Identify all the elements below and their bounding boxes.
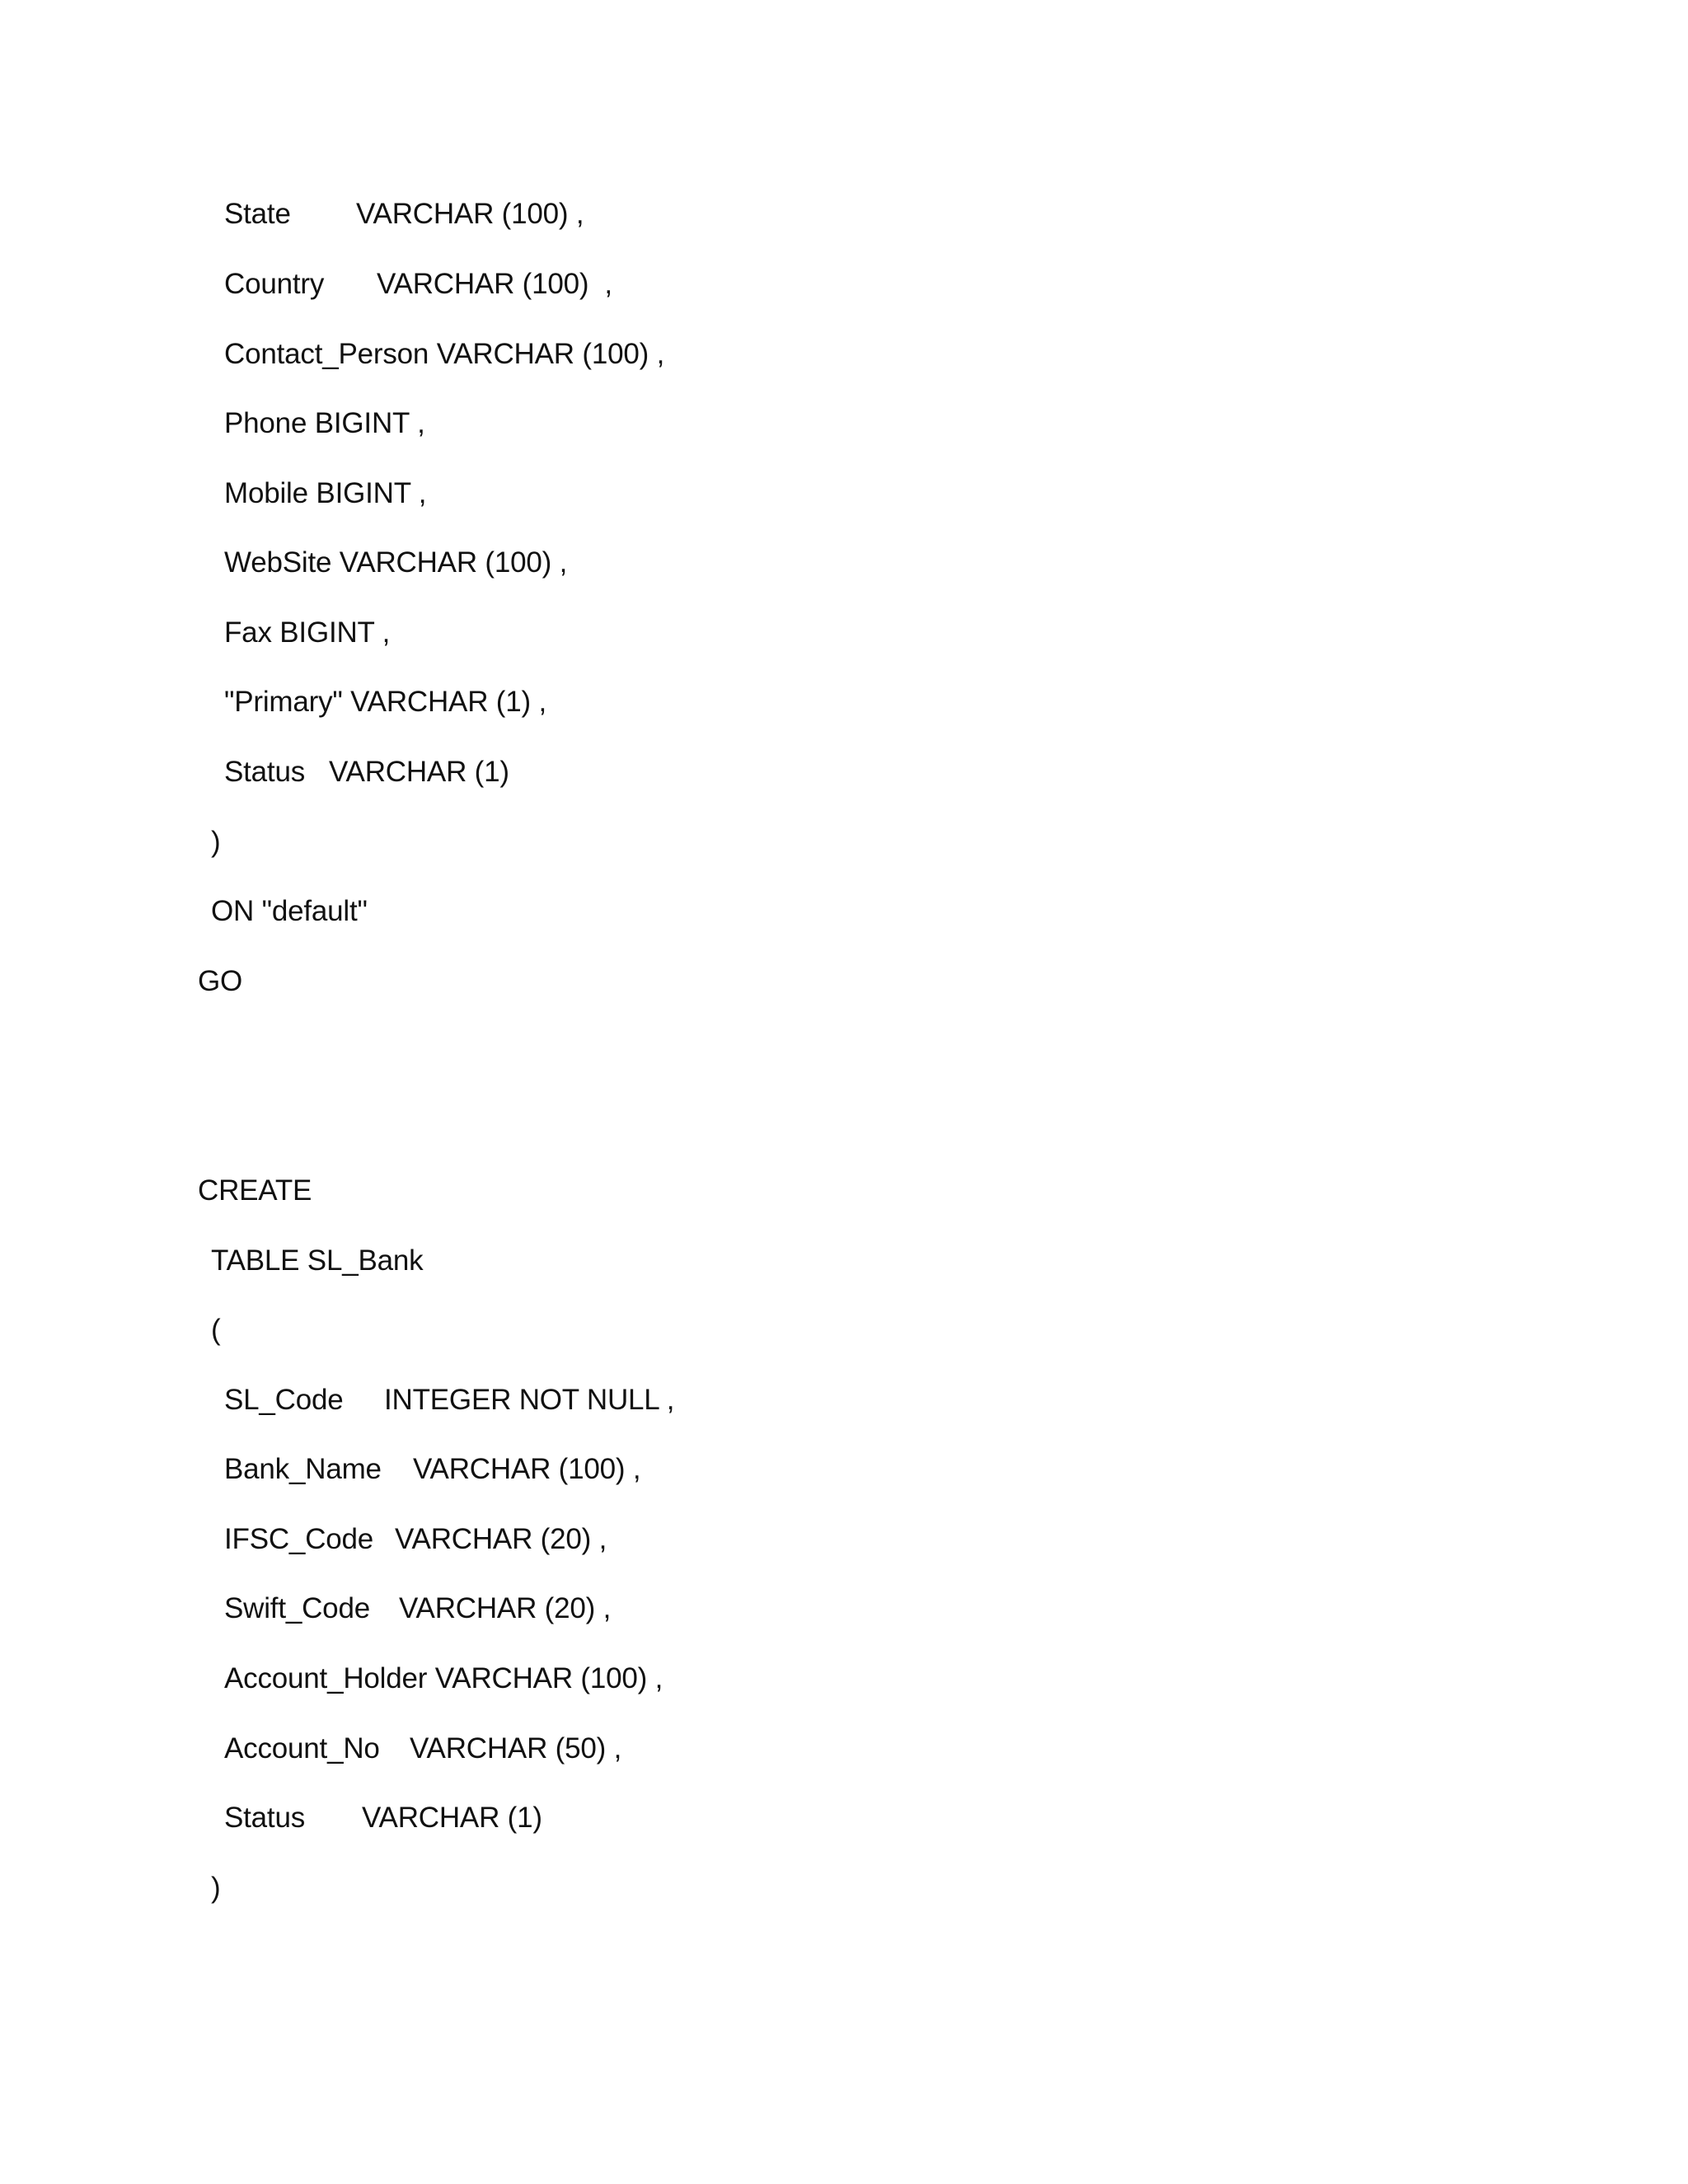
column-name: IFSC_Code	[224, 1523, 374, 1555]
code-line-contact-person: Contact_Person VARCHAR (100) ,	[224, 338, 665, 370]
code-line-close-paren: )	[211, 826, 221, 858]
code-line-go: GO	[198, 965, 243, 997]
column-name: Country	[224, 268, 325, 300]
column-type: VARCHAR (100) ,	[356, 198, 584, 230]
code-line-phone: Phone BIGINT ,	[224, 407, 425, 439]
column-name: Status	[224, 756, 306, 788]
code-line-fax: Fax BIGINT ,	[224, 616, 391, 649]
column-type: VARCHAR (50) ,	[410, 1732, 622, 1765]
column-type: VARCHAR (1)	[362, 1802, 542, 1834]
column-type: VARCHAR (20) ,	[395, 1523, 607, 1555]
code-line-status-2	[224, 1800, 542, 1945]
code-line-mobile: Mobile BIGINT ,	[224, 477, 427, 509]
code-line-status	[224, 754, 509, 899]
code-line-website: WebSite VARCHAR (100) ,	[224, 546, 568, 579]
column-type: VARCHAR (1)	[329, 756, 509, 788]
code-line-on-default: ON "default"	[211, 895, 368, 927]
column-type: VARCHAR (20) ,	[399, 1592, 612, 1624]
column-name: SL_Code	[224, 1384, 344, 1416]
code-line-table-sl-bank: TABLE SL_Bank	[211, 1244, 424, 1277]
code-line-account-holder: Account_Holder VARCHAR (100) ,	[224, 1662, 663, 1694]
column-name: Status	[224, 1802, 306, 1834]
code-line-create: CREATE	[198, 1174, 312, 1207]
column-type: VARCHAR (100) ,	[377, 268, 612, 300]
column-name: State	[224, 198, 291, 230]
column-type: VARCHAR (100) ,	[413, 1453, 641, 1485]
column-name: Bank_Name	[224, 1453, 382, 1485]
code-line-close-paren-2: )	[211, 1872, 221, 1904]
column-name: Account_No	[224, 1732, 380, 1765]
column-name: Swift_Code	[224, 1592, 370, 1624]
column-type: INTEGER NOT NULL ,	[384, 1384, 675, 1416]
code-line-primary: "Primary" VARCHAR (1) ,	[224, 686, 547, 718]
code-line-open-paren: (	[211, 1314, 221, 1346]
